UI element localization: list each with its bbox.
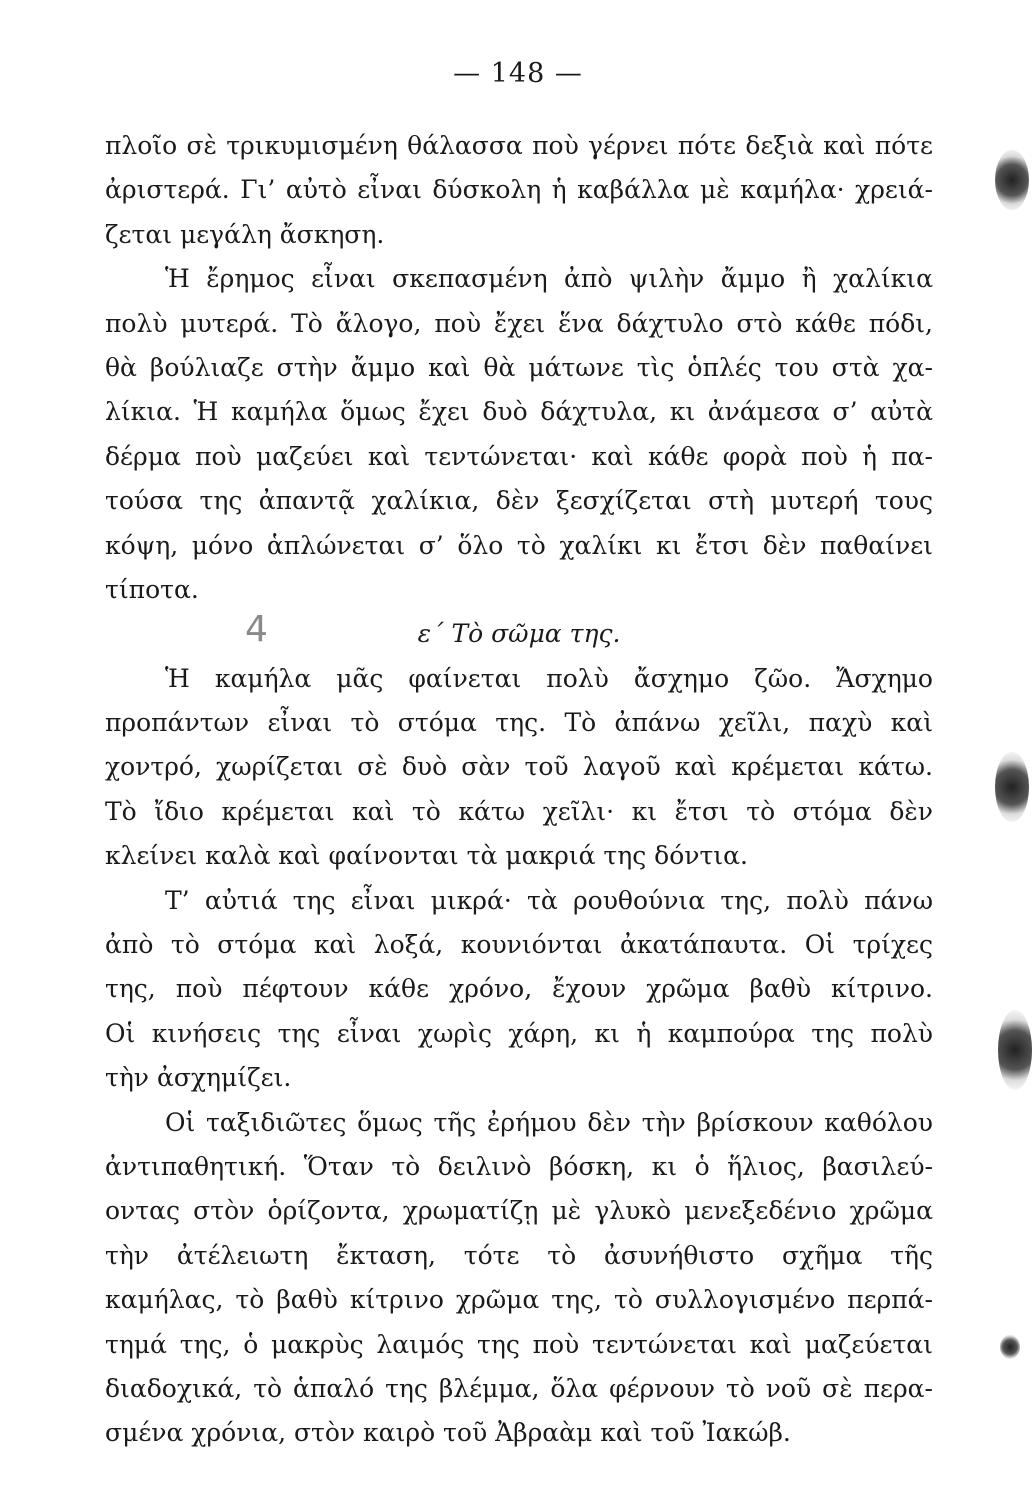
text-line: της, ποὺ πέφτουν κάθε χρόνο, ἔχουν χρῶμα βαθὺ κίτρινο. <box>105 974 933 1004</box>
text-line: Τ’ αὐτιά της εἶναι μικρά· τὰ ρουθούνια της, πολὺ πάνω <box>165 885 933 915</box>
text-line: Ἡ ἔρημος εἶναι σκεπασμένη ἀπὸ ψιλὴν ἄμμο ἢ χαλίκια <box>165 264 933 294</box>
binding-hole-mark <box>998 1010 1032 1090</box>
text-line: σμένα χρόνια, στὸν καιρὸ τοῦ Ἀβραὰμ καὶ τοῦ Ἰακώβ. <box>105 1418 791 1448</box>
text-line: Οἱ ταξιδιῶτες ὅμως τῆς ἐρήμου δὲν τὴν βρίσκουν καθόλου <box>165 1107 933 1137</box>
text-line: ἀριστερά. Γι’ αὐτὸ εἶναι δύσκολη ἡ καβάλλα μὲ καμήλα· χρειά- <box>105 175 933 205</box>
text-line: θὰ βούλιαζε στὴν ἄμμο καὶ θὰ μάτωνε τὶς ὁπλές του στὰ χα- <box>105 352 933 382</box>
section-heading-text: ε´ Τὸ σῶμα της. <box>417 619 621 649</box>
text-line: Οἱ κινήσεις της εἶναι χωρὶς χάρη, κι ἡ καμπούρα της πολὺ <box>105 1018 933 1048</box>
text-line: Τὸ ἴδιο κρέμεται καὶ τὸ κάτω χεῖλι· κι ἔτσι τὸ στόμα δὲν <box>105 796 933 826</box>
text-line: κλείνει καλὰ καὶ φαίνονται τὰ μακριά της δόντια. <box>105 841 748 871</box>
text-line: πολὺ μυτερά. Τὸ ἄλογο, ποὺ ἔχει ἕνα δάχτυλο στὸ κάθε πόδι, <box>105 308 933 338</box>
text-line: τούσα της ἀπαντᾷ χαλίκια, δὲν ξεσχίζεται στὴ μυτερή τους <box>105 486 933 516</box>
text-line: καμήλας, τὸ βαθὺ κίτρινο χρῶμα της, τὸ συλλογισμένο περπά- <box>105 1285 933 1315</box>
binding-hole-mark <box>1000 1335 1020 1359</box>
binding-hole-mark <box>995 752 1029 822</box>
pencil-annotation: 4 <box>245 609 268 651</box>
text-line: δέρμα ποὺ μαζεύει καὶ τεντώνεται· καὶ κάθε φορὰ ποὺ ἡ πα- <box>105 441 933 471</box>
page-number: — 148 — <box>453 58 583 89</box>
text-line: τημά της, ὁ μακρὺς λαιμός της ποὺ τεντώνεται καὶ μαζεύεται <box>105 1329 933 1359</box>
text-line: ἀπὸ τὸ στόμα καὶ λοξά, κουνιόνται ἀκατάπαυτα. Οἱ τρίχες <box>105 930 933 960</box>
text-line: οντας στὸν ὁρίζοντα, χρωματίζῃ μὲ γλυκὸ μενεξεδένιο χρῶμα <box>105 1196 933 1226</box>
text-line: τίποτα. <box>105 574 199 604</box>
text-line: διαδοχικά, τὸ ἁπαλό της βλέμμα, ὅλα φέρνουν τὸ νοῦ σὲ περα- <box>105 1373 933 1403</box>
text-line: ζεται μεγάλη ἄσκηση. <box>105 219 385 249</box>
text-line: Ἡ καμήλα μᾶς φαίνεται πολὺ ἄσχημο ζῶο. Ἄσχημο <box>165 663 933 693</box>
text-line: χοντρό, χωρίζεται σὲ δυὸ σὰν τοῦ λαγοῦ καὶ κρέμεται κάτω. <box>105 752 933 782</box>
body-text <box>105 124 933 1456</box>
text-line: προπάντων εἶναι τὸ στόμα της. Τὸ ἀπάνω χεῖλι, παχὺ καὶ <box>105 708 933 738</box>
text-line: λίκια. Ἡ καμήλα ὅμως ἔχει δυὸ δάχτυλα, κι ἀνάμεσα σ’ αὐτὰ <box>105 397 933 427</box>
text-line: κόψη, μόνο ἁπλώνεται σ’ ὅλο τὸ χαλίκι κι ἔτσι δὲν παθαίνει <box>105 530 933 560</box>
section-heading <box>105 609 933 656</box>
text-line: τὴν ἀσχημίζει. <box>105 1063 292 1093</box>
text-line: πλοῖο σὲ τρικυμισμένη θάλασσα ποὺ γέρνει πότε δεξιὰ καὶ πότε <box>105 131 933 160</box>
text-line: τὴν ἀτέλειωτη ἔκταση, τότε τὸ ἀσυνήθιστο σχῆμα τῆς <box>105 1240 933 1270</box>
binding-hole-mark <box>995 150 1029 210</box>
text-line: ἀντιπαθητική. Ὅταν τὸ δειλινὸ βόσκη, κι ὁ ἥλιος, βασιλεύ- <box>105 1151 933 1181</box>
